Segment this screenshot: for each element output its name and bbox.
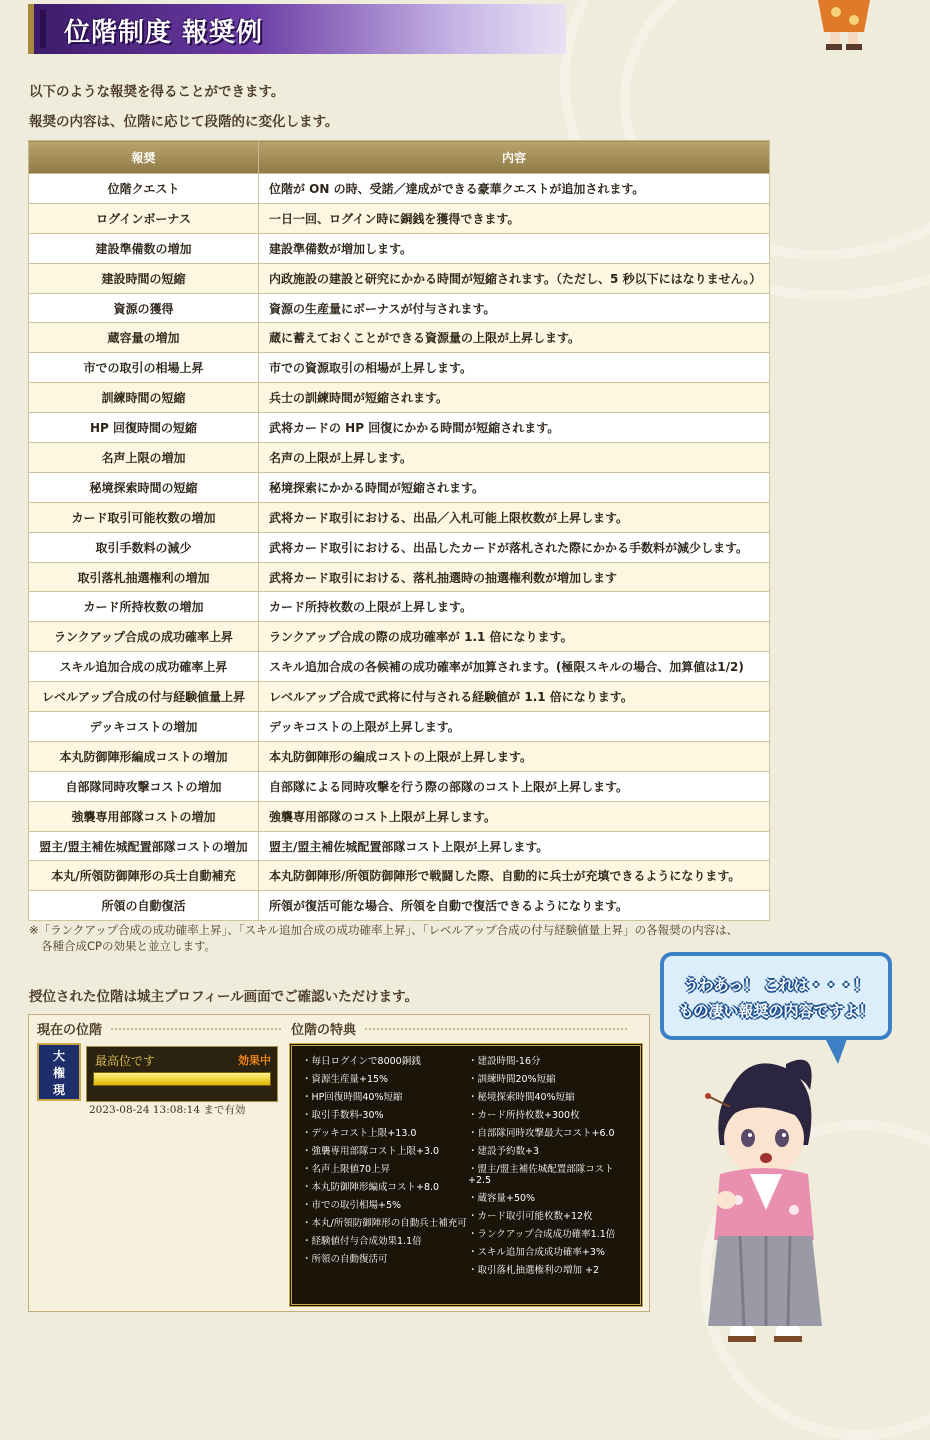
benefit-item: ・名声上限値70上昇 — [302, 1164, 391, 1175]
reward-desc-cell: 本丸防御陣形/所領防御陣形で戦闘した際、自動的に兵士が充填できるようになります。 — [259, 861, 770, 891]
benefit-item: ・取引手数料-30% — [302, 1110, 384, 1121]
reward-desc-cell: デッキコストの上限が上昇します。 — [259, 712, 770, 742]
profile-confirm-text: 授位された位階は城主プロフィール画面でご確認いただけます。 — [29, 989, 419, 1005]
reward-desc-cell: 名声の上限が上昇します。 — [259, 443, 770, 473]
reward-name-cell: デッキコストの増加 — [29, 712, 259, 742]
badge-char: 権 — [52, 1066, 65, 1080]
reward-desc-cell: 武将カードの HP 回復にかかる時間が短縮されます。 — [259, 413, 770, 443]
reward-desc-cell: 所領が復活可能な場合、所領を自動で復活できるようになります。 — [259, 891, 770, 921]
reward-desc-cell: 位階が ON の時、受諾／達成ができる豪華クエストが追加されます。 — [259, 174, 770, 204]
reward-name-cell: 資源の獲得 — [29, 293, 259, 323]
reward-name-cell: 本丸/所領防御陣形の兵士自動補充 — [29, 861, 259, 891]
rewards-table — [28, 140, 770, 921]
table-row — [29, 801, 770, 831]
footnote-line-2: 各種合成CPの効果と並立します。 — [41, 939, 217, 953]
valid-until-text: 2023-08-24 13:08:14 まで有効 — [89, 1104, 246, 1116]
reward-desc-cell: 武将カード取引における、出品したカードが落札された際にかかる手数料が減少します。 — [259, 532, 770, 562]
table-row — [29, 293, 770, 323]
reward-name-cell: 位階クエスト — [29, 174, 259, 204]
benefit-item: ・ランクアップ合成成功確率1.1倍 — [468, 1229, 616, 1240]
table-row — [29, 831, 770, 861]
reward-name-cell: レベルアップ合成の付与経験値量上昇 — [29, 682, 259, 712]
reward-name-cell: カード取引可能枚数の増加 — [29, 502, 259, 532]
reward-name-cell: スキル追加合成の成功確率上昇 — [29, 652, 259, 682]
rank-label: 最高位です — [95, 1054, 156, 1068]
intro-line-1: 以下のような報奨を得ることができます。 — [29, 84, 285, 100]
reward-desc-cell: 武将カード取引における、出品／入札可能上限枚数が上昇します。 — [259, 502, 770, 532]
reward-name-cell: 所領の自動復活 — [29, 891, 259, 921]
badge-char: 大 — [52, 1049, 65, 1063]
reward-desc-cell: レベルアップ合成で武将に付与される経験値が 1.1 倍になります。 — [259, 682, 770, 712]
character-illustration — [690, 1050, 840, 1350]
reward-name-cell: 自部隊同時攻撃コストの増加 — [29, 771, 259, 801]
rank-panel — [86, 1046, 278, 1102]
reward-name-cell: ログインボーナス — [29, 203, 259, 233]
reward-desc-cell: スキル追加合成の各候補の成功確率が加算されます。(極限スキルの場合、加算値は1/2) — [259, 652, 770, 682]
badge-char: 現 — [52, 1083, 65, 1097]
benefit-item: ・カード取引可能枚数+12枚 — [468, 1211, 593, 1222]
page-title: 位階制度 報奨例 — [64, 18, 264, 48]
benefit-item: ・訓練時間20%短縮 — [468, 1074, 556, 1085]
reward-name-cell: 強襲専用部隊コストの増加 — [29, 801, 259, 831]
current-rank-title: 現在の位階 — [37, 1023, 103, 1038]
benefit-item: ・スキル追加合成成功確率+3% — [468, 1247, 605, 1258]
benefits-right-column — [468, 1056, 634, 1283]
reward-desc-cell: 資源の生産量にボーナスが付与されます。 — [259, 293, 770, 323]
table-row — [29, 682, 770, 712]
table-row — [29, 562, 770, 592]
reward-name-cell: 建設時間の短縮 — [29, 263, 259, 293]
reward-name-cell: カード所持枚数の増加 — [29, 592, 259, 622]
benefit-item: ・蔵容量+50% — [468, 1193, 536, 1204]
reward-name-cell: 秘境探索時間の短縮 — [29, 472, 259, 502]
table-row — [29, 652, 770, 682]
reward-desc-cell: 兵士の訓練時間が短縮されます。 — [259, 383, 770, 413]
header-content: 内容 — [259, 141, 770, 174]
table-row — [29, 263, 770, 293]
benefit-item: ・取引落札抽選権利の増加 +2 — [468, 1265, 600, 1276]
footnote — [29, 922, 769, 954]
benefit-item: ・自部隊同時攻撃最大コスト+6.0 — [468, 1128, 615, 1139]
reward-desc-cell: 秘境探索にかかる時間が短縮されます。 — [259, 472, 770, 502]
divider — [111, 1028, 281, 1030]
benefit-item: ・資源生産量+15% — [302, 1074, 389, 1085]
reward-name-cell: 取引手数料の減少 — [29, 532, 259, 562]
table-row — [29, 413, 770, 443]
header-bar-decoration — [40, 10, 46, 48]
reward-desc-cell: 蔵に蓄えておくことができる資源量の上限が上昇します。 — [259, 323, 770, 353]
benefit-item: ・所領の自動復活可 — [302, 1254, 388, 1265]
reward-name-cell: 取引落札抽選権利の増加 — [29, 562, 259, 592]
table-row — [29, 323, 770, 353]
rewards-table-body — [29, 174, 770, 921]
benefit-item: ・毎日ログインで8000銅銭 — [302, 1056, 421, 1067]
table-row — [29, 502, 770, 532]
table-row — [29, 174, 770, 204]
benefit-item: ・秘境探索時間40%短縮 — [468, 1092, 575, 1103]
table-row — [29, 891, 770, 921]
rank-benefits-title: 位階の特典 — [291, 1023, 357, 1038]
benefit-item: ・HP回復時間40%短縮 — [302, 1092, 403, 1103]
table-row — [29, 203, 770, 233]
rank-benefits-panel — [289, 1043, 643, 1307]
benefit-item: ・強襲専用部隊コスト上限+3.0 — [302, 1146, 440, 1157]
reward-name-cell: 訓練時間の短縮 — [29, 383, 259, 413]
reward-name-cell: 蔵容量の増加 — [29, 323, 259, 353]
reward-desc-cell: 一日一回、ログイン時に銅銭を獲得できます。 — [259, 203, 770, 233]
rank-status-box — [28, 1014, 650, 1312]
reward-name-cell: HP 回復時間の短縮 — [29, 413, 259, 443]
benefit-item: ・市での取引相場+5% — [302, 1200, 402, 1211]
effect-badge: 効果中 — [238, 1054, 271, 1067]
benefit-item: ・建設予約数+3 — [468, 1146, 540, 1157]
header-reward: 報奨 — [29, 141, 259, 174]
table-row — [29, 443, 770, 473]
benefits-left-column — [302, 1056, 468, 1272]
reward-name-cell: 市での取引の相場上昇 — [29, 353, 259, 383]
reward-desc-cell: 自部隊による同時攻撃を行う際の部隊のコスト上限が上昇します。 — [259, 771, 770, 801]
rank-progress-bar — [93, 1072, 271, 1086]
bubble-line-1: うわあっ！ これは・・・！ — [683, 976, 869, 994]
reward-desc-cell: ランクアップ合成の際の成功確率が 1.1 倍になります。 — [259, 622, 770, 652]
table-row — [29, 712, 770, 742]
reward-desc-cell: 建設準備数が増加します。 — [259, 233, 770, 263]
reward-name-cell: 建設準備数の増加 — [29, 233, 259, 263]
reward-desc-cell: 本丸防御陣形の編成コストの上限が上昇します。 — [259, 741, 770, 771]
reward-name-cell: 名声上限の増加 — [29, 443, 259, 473]
character-top-decoration — [800, 0, 890, 54]
reward-desc-cell: 内政施設の建設と研究にかかる時間が短縮されます。（ただし、5 秒以下にはなりません。） — [259, 263, 770, 293]
table-row — [29, 353, 770, 383]
reward-name-cell: ランクアップ合成の成功確率上昇 — [29, 622, 259, 652]
table-row — [29, 592, 770, 622]
benefit-item: ・カード所持枚数+300枚 — [468, 1110, 580, 1121]
table-row — [29, 383, 770, 413]
benefit-item: ・デッキコスト上限+13.0 — [302, 1128, 417, 1139]
divider — [365, 1028, 627, 1030]
rank-badge-icon — [37, 1043, 81, 1101]
benefit-item: ・盟主/盟主補佐城配置部隊コスト+2.5 — [468, 1164, 614, 1186]
intro-line-2: 報奨の内容は、位階に応じて段階的に変化します。 — [29, 114, 339, 130]
table-row — [29, 622, 770, 652]
speech-bubble — [660, 952, 892, 1040]
reward-desc-cell: 盟主/盟主補佐城配置部隊コスト上限が上昇します。 — [259, 831, 770, 861]
benefit-item: ・経験値付与合成効果1.1倍 — [302, 1236, 422, 1247]
table-header-row — [29, 141, 770, 174]
reward-desc-cell: カード所持枚数の上限が上昇します。 — [259, 592, 770, 622]
table-row — [29, 233, 770, 263]
page-header-banner — [28, 4, 566, 54]
footnote-line-1: ※「ランクアップ合成の成功確率上昇」、「スキル追加合成の成功確率上昇」、「レベルアップ合成の付与経験値量上昇」の各報奨の内容は、 — [29, 923, 739, 937]
table-row — [29, 472, 770, 502]
reward-desc-cell: 市での資源取引の相場が上昇します。 — [259, 353, 770, 383]
table-row — [29, 771, 770, 801]
table-row — [29, 741, 770, 771]
bubble-line-2: もの凄い報奨の内容ですよ！ — [678, 1002, 874, 1020]
table-row — [29, 532, 770, 562]
reward-name-cell: 盟主/盟主補佐城配置部隊コストの増加 — [29, 831, 259, 861]
benefit-item: ・本丸防御陣形編成コスト+8.0 — [302, 1182, 440, 1193]
reward-desc-cell: 強襲専用部隊のコスト上限が上昇します。 — [259, 801, 770, 831]
table-row — [29, 861, 770, 891]
reward-desc-cell: 武将カード取引における、落札抽選時の抽選権利数が増加します — [259, 562, 770, 592]
benefit-item: ・本丸/所領防御陣形の自動兵士補充可 — [302, 1218, 467, 1229]
benefit-item: ・建設時間-16分 — [468, 1056, 541, 1067]
reward-name-cell: 本丸防御陣形編成コストの増加 — [29, 741, 259, 771]
